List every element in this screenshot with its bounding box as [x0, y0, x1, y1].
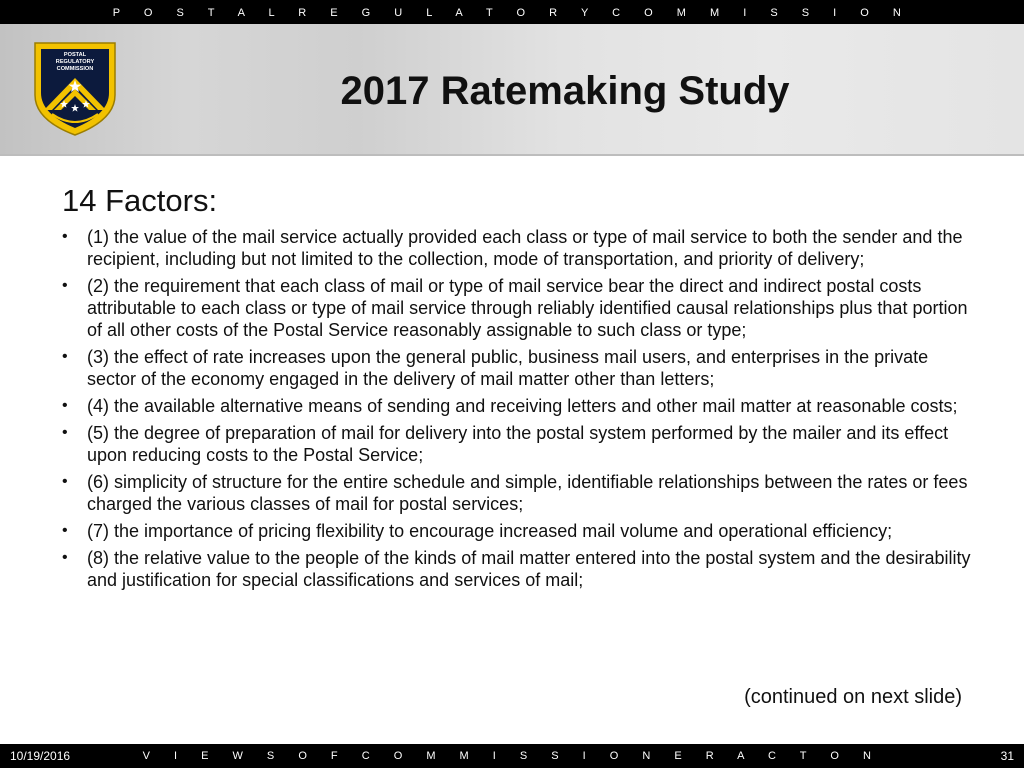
list-item-text: (3) the effect of rate increases upon the general public, business mail users, and enterprises in the private sector of the economy engaged in the delivery of mail matter other than letters;	[87, 347, 929, 389]
continued-note: (continued on next slide)	[744, 686, 962, 708]
bullet-dot-icon: •	[62, 397, 68, 414]
list-item	[62, 226, 972, 270]
bullet-dot-icon: •	[62, 473, 68, 490]
page-number: 31	[1000, 749, 1014, 763]
list-item-text: (5) the degree of preparation of mail for delivery into the postal system performed by the mailer and its effect upon reducing costs to the Postal Service;	[87, 423, 949, 465]
list-item	[62, 346, 972, 390]
list-item-text: (2) the requirement that each class of mail or type of mail service bear the direct and indirect postal costs attributable to each class or type of mail service through reliably identified causal relationships plus that portion of all other costs of the Postal Service reasonably assignable to such class or type;	[87, 276, 968, 340]
postal-regulatory-commission-shield-logo	[32, 40, 118, 138]
bullet-dot-icon: •	[62, 549, 68, 566]
list-item	[62, 520, 972, 542]
list-item	[62, 471, 972, 515]
footer-bar	[0, 744, 1024, 768]
list-item-text: (4) the available alternative means of sending and receiving letters and other mail matter at reasonable costs;	[87, 396, 958, 416]
top-banner	[0, 0, 1024, 24]
list-item	[62, 422, 972, 466]
bullet-dot-icon: •	[62, 228, 68, 245]
logo-text-line-3: COMMISSION	[56, 66, 94, 72]
logo-text-line-2: REGULATORY	[55, 59, 95, 65]
bullet-dot-icon: •	[62, 424, 68, 441]
list-item-text: (8) the relative value to the people of the kinds of mail matter entered into the postal system and the desirability and justification for special classifications and services of mail;	[87, 548, 971, 590]
list-item-text: (1) the value of the mail service actually provided each class or type of mail service to both the sender and the recipient, including but not limited to the collection, mode of transportation, and priority of delivery;	[87, 227, 963, 269]
list-item	[62, 275, 972, 341]
bullet-dot-icon: •	[62, 522, 68, 539]
footer-caption: V I E W S O F C O M M I S S I O N E R A C T O N	[142, 750, 882, 762]
slide-title: 2017 Ratemaking Study	[340, 69, 790, 113]
factors-heading: 14 Factors:	[62, 183, 218, 218]
footer-date: 10/19/2016	[10, 749, 71, 763]
bullet-dot-icon: •	[62, 277, 68, 294]
organization-name: P O S T A L R E G U L A T O R Y C O M M I S S I O N	[112, 7, 912, 19]
list-item-text: (6) simplicity of structure for the entire schedule and simple, identifiable relationships between the rates or fees charged the various classes of mail for postal services;	[87, 472, 968, 514]
slide-content	[62, 180, 972, 596]
list-item-text: (7) the importance of pricing flexibility to encourage increased mail volume and operational efficiency;	[87, 521, 893, 541]
list-item	[62, 395, 972, 417]
factors-list	[62, 226, 972, 591]
logo-text-line-1: POSTAL	[63, 52, 87, 58]
bullet-dot-icon: •	[62, 348, 68, 365]
list-item	[62, 547, 972, 591]
